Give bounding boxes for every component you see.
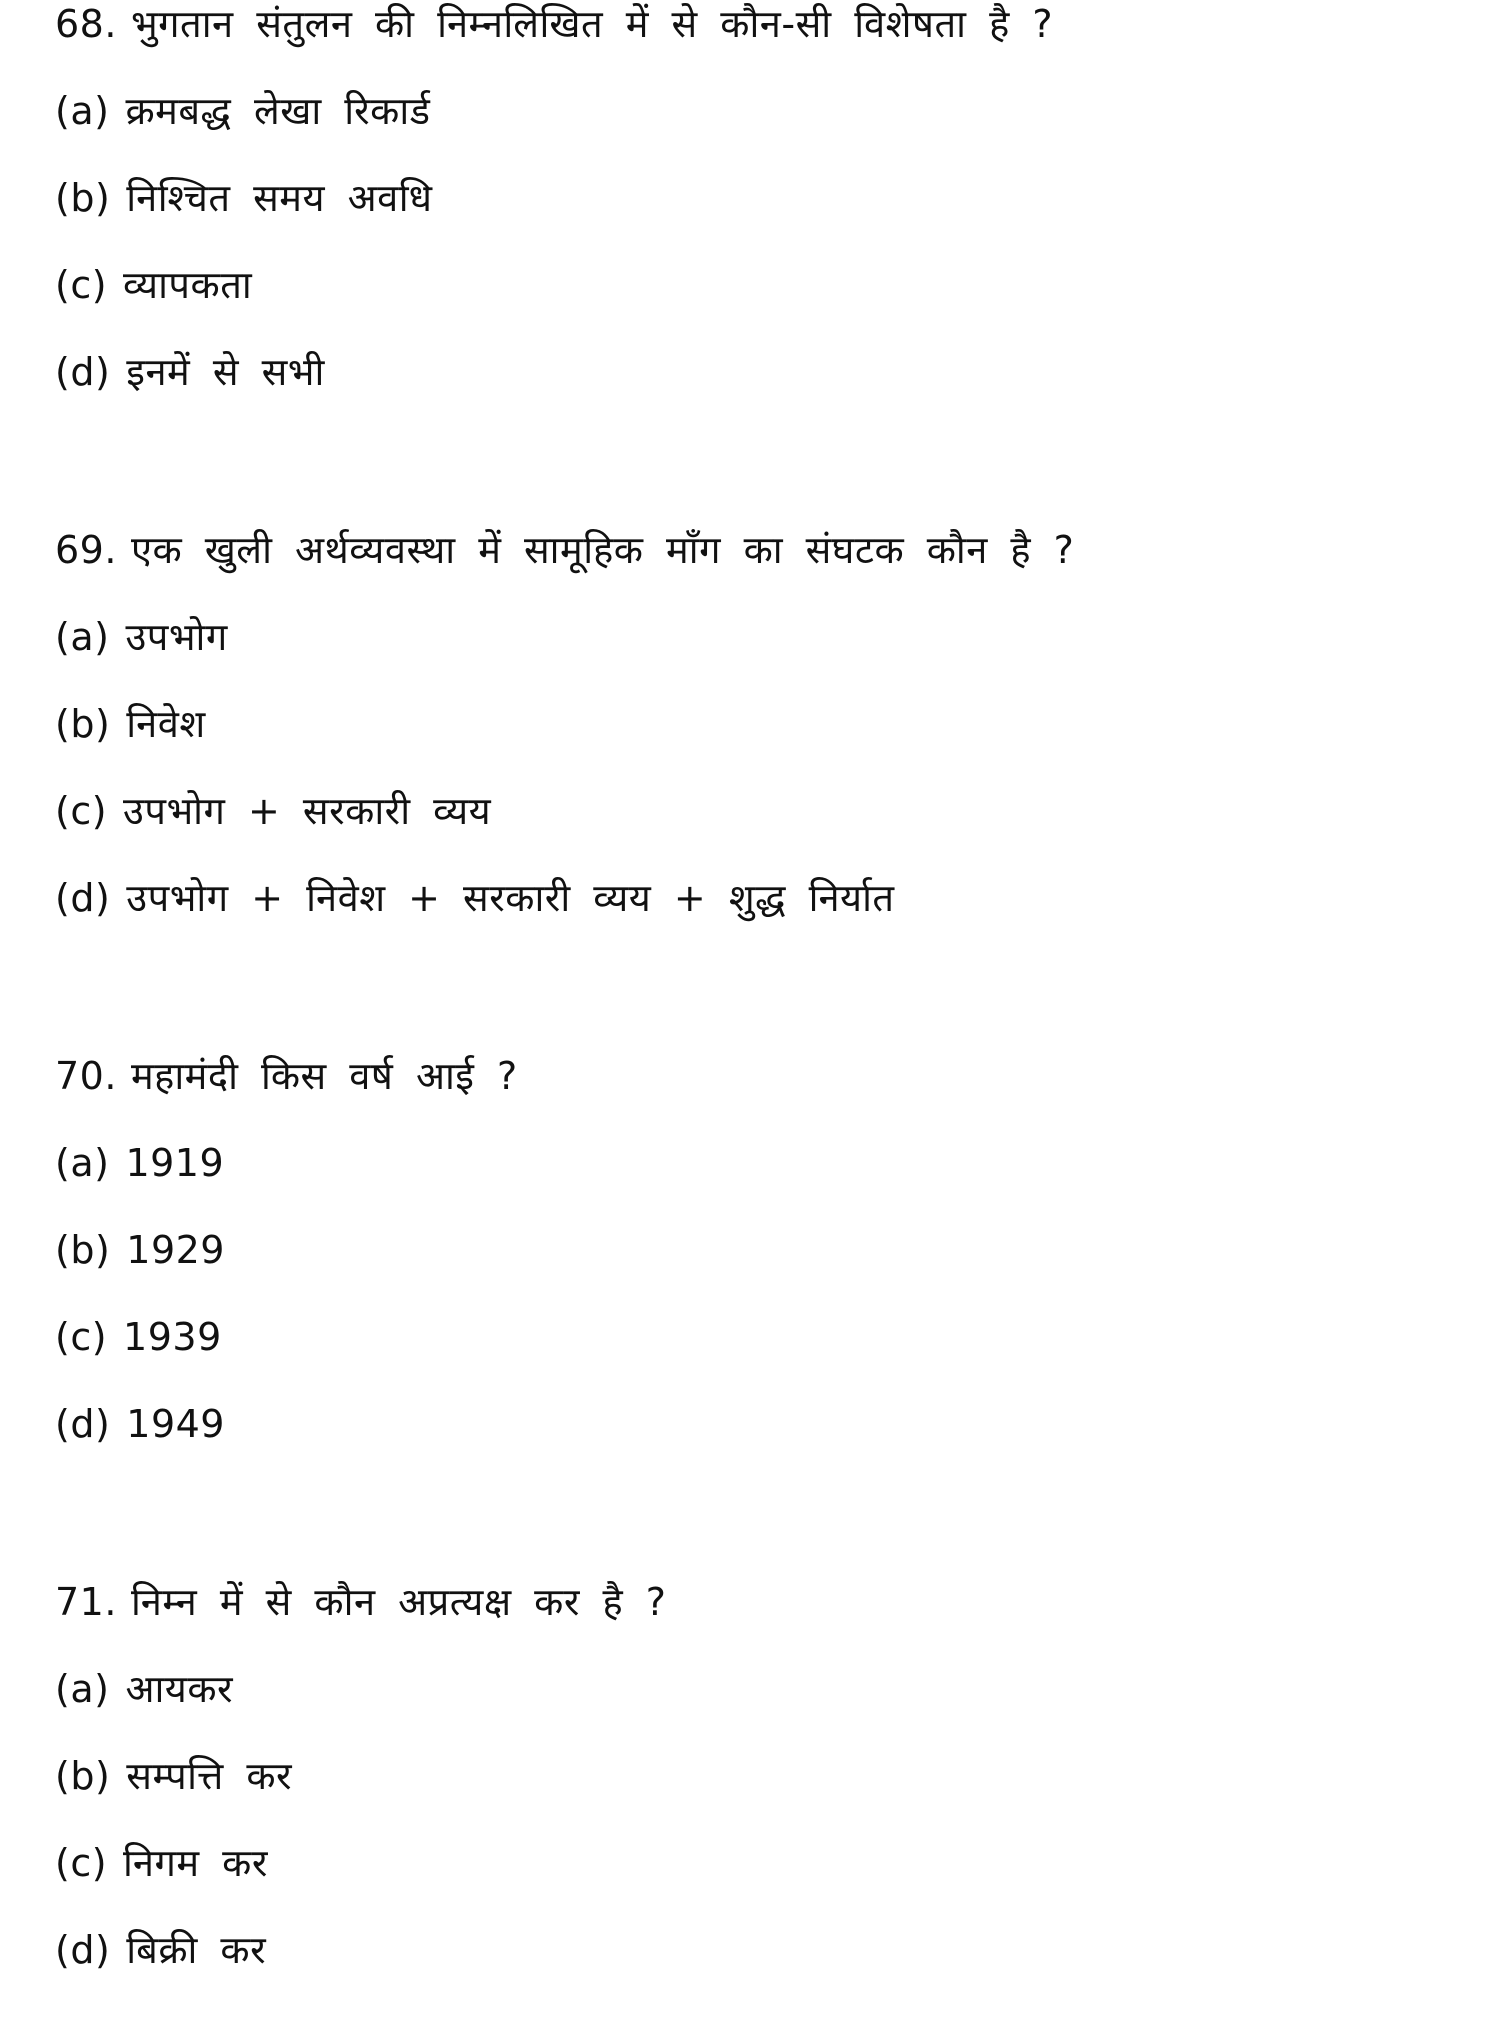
option-d (55, 342, 1455, 429)
option-a (55, 1659, 1455, 1746)
option-label: (b) (55, 702, 111, 746)
question-number: 68. (55, 2, 117, 46)
option-label: (d) (55, 1928, 111, 1972)
option-b (55, 694, 1455, 781)
question-text: महामंदी किस वर्ष आई ? (130, 1054, 518, 1098)
option-c (55, 1833, 1455, 1920)
option-a (55, 607, 1455, 694)
option-d (55, 868, 1455, 955)
question-69 (55, 520, 1455, 955)
question-number: 71. (55, 1580, 117, 1624)
option-label: (b) (55, 1754, 111, 1798)
question-text-line (55, 1572, 1455, 1659)
question-71 (55, 1572, 1455, 2007)
question-68 (55, 0, 1455, 429)
option-label: (b) (55, 1228, 111, 1272)
option-label: (c) (55, 263, 108, 307)
option-d (55, 1394, 1455, 1481)
option-label: (a) (55, 1141, 110, 1185)
option-text: क्रमबद्ध लेखा रिकार्ड (125, 89, 431, 133)
option-label: (c) (55, 1315, 108, 1359)
option-c (55, 255, 1455, 342)
option-a (55, 81, 1455, 168)
option-label: (a) (55, 89, 110, 133)
question-number: 69. (55, 528, 117, 572)
question-70 (55, 1046, 1455, 1481)
question-text: निम्न में से कौन अप्रत्यक्ष कर है ? (130, 1580, 667, 1624)
option-c (55, 781, 1455, 868)
option-label: (d) (55, 350, 111, 394)
option-label: (a) (55, 1667, 110, 1711)
option-b (55, 1746, 1455, 1833)
option-text: व्यापकता (123, 263, 253, 307)
option-text: उपभोग (125, 615, 228, 659)
option-text: 1939 (123, 1315, 222, 1359)
option-text: उपभोग + निवेश + सरकारी व्यय + शुद्ध निर्यात (126, 876, 895, 920)
option-text: निगम कर (123, 1841, 268, 1885)
option-c (55, 1307, 1455, 1394)
option-label: (b) (55, 176, 111, 220)
question-text-line (55, 520, 1455, 607)
option-label: (c) (55, 1841, 108, 1885)
option-label: (c) (55, 789, 108, 833)
option-d (55, 1920, 1455, 2007)
option-b (55, 1220, 1455, 1307)
question-text-line (55, 1046, 1455, 1133)
option-text: 1919 (125, 1141, 225, 1185)
option-text: सम्पत्ति कर (126, 1754, 293, 1798)
option-label: (d) (55, 1402, 111, 1446)
question-number: 70. (55, 1054, 117, 1098)
option-text: 1949 (126, 1402, 225, 1446)
option-text: निवेश (126, 702, 206, 746)
option-a (55, 1133, 1455, 1220)
option-b (55, 168, 1455, 255)
option-text: निश्चित समय अवधि (126, 176, 433, 220)
question-text: भुगतान संतुलन की निम्नलिखित में से कौन-सी विशेषता है ? (130, 2, 1053, 46)
option-text: इनमें से सभी (126, 350, 325, 394)
option-label: (a) (55, 615, 110, 659)
option-label: (d) (55, 876, 111, 920)
option-text: बिक्री कर (126, 1928, 267, 1972)
option-text: आयकर (125, 1667, 234, 1711)
option-text: उपभोग + सरकारी व्यय (123, 789, 492, 833)
question-text-line (55, 0, 1455, 81)
option-text: 1929 (126, 1228, 225, 1272)
question-text: एक खुली अर्थव्यवस्था में सामूहिक माँग का संघटक कौन है ? (130, 528, 1075, 572)
